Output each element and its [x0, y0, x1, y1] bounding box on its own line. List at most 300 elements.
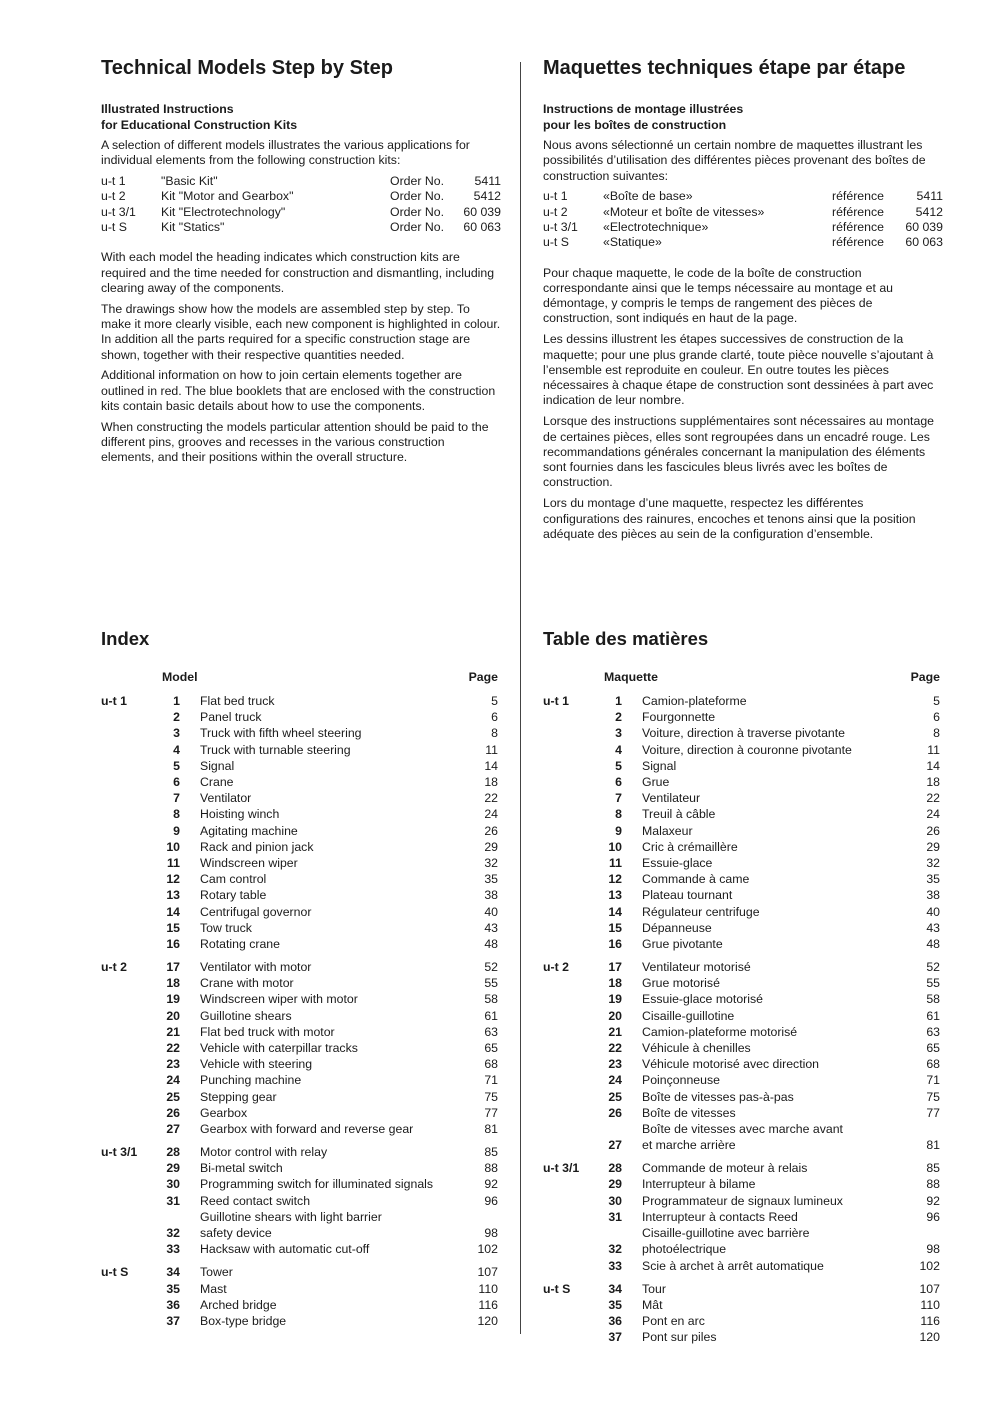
order-label: Order No.: [390, 204, 444, 219]
model-number: 19: [608, 992, 622, 1007]
page-number: 85: [484, 1145, 498, 1160]
order-number: 60 063: [905, 235, 943, 250]
page-number: 24: [484, 807, 498, 822]
model-number: 9: [173, 823, 180, 838]
page-number: 52: [484, 960, 498, 975]
page-number: 71: [926, 1073, 940, 1088]
model-number: 14: [608, 904, 622, 919]
model-title: Panel truck: [200, 710, 262, 725]
index-row: [101, 1105, 498, 1121]
index-group: [543, 959, 940, 1153]
index-row: [543, 1024, 940, 1040]
model-number: 20: [166, 1008, 180, 1023]
model-title: Commande de moteur à relais: [642, 1161, 808, 1176]
kit-code: u-t 2: [543, 960, 569, 975]
model-title: Treuil à câble: [642, 807, 716, 822]
model-title: Véhicule à chenilles: [642, 1041, 751, 1056]
order-number: 60 039: [463, 204, 501, 219]
model-number: 32: [166, 1226, 180, 1241]
index-row: [543, 1329, 940, 1345]
order-label: référence: [832, 204, 884, 219]
model-title: Pont en arc: [642, 1313, 705, 1328]
model-number: 37: [608, 1330, 622, 1345]
model-title: Stepping gear: [200, 1089, 277, 1104]
model-title: Mât: [642, 1297, 663, 1312]
page-number: 61: [926, 1008, 940, 1023]
page-number: 65: [484, 1041, 498, 1056]
index-row: [101, 1241, 498, 1257]
model-title: Truck with turnable steering: [200, 742, 351, 757]
intro-paragraph: Nous avons sélectionné un certain nombre de maquettes illustrant les possibilités d’utilisation des différentes pièces provenant des boîtes de construction suivantes:: [543, 138, 926, 183]
kit-name: Kit "Motor and Gearbox": [161, 189, 294, 204]
model-number: 22: [608, 1041, 622, 1056]
model-number: 2: [173, 710, 180, 725]
index-row: [543, 887, 940, 903]
index-row: [543, 1176, 940, 1192]
order-label: Order No.: [390, 189, 444, 204]
page-number: 5: [933, 694, 940, 708]
index-row: [543, 1313, 940, 1329]
model-number: 21: [608, 1024, 622, 1039]
model-title: Essuie-glace motorisé: [642, 992, 763, 1007]
index-row: [543, 991, 940, 1007]
kit-code: u-t 2: [101, 189, 126, 204]
index-row: [543, 1193, 940, 1209]
index-row: [101, 1072, 498, 1088]
kit-name: «Moteur et boîte de vitesses»: [603, 204, 765, 219]
index-row: [101, 1160, 498, 1176]
model-title: Essuie-glace: [642, 856, 713, 871]
page-number: 96: [926, 1209, 940, 1224]
kit-row: [543, 205, 943, 220]
index-row: [543, 855, 940, 871]
page-title: Technical Models Step by Step: [101, 57, 393, 79]
model-title: Agitating machine: [200, 823, 298, 838]
model-number: 6: [615, 775, 622, 790]
page-number: 29: [926, 839, 940, 854]
model-title: Windscreen wiper with motor: [200, 992, 358, 1007]
model-title: Flat bed truck: [200, 694, 275, 708]
page-number: 85: [926, 1161, 940, 1176]
index-row: [101, 774, 498, 790]
model-title: Rotating crane: [200, 937, 280, 952]
index-row: [543, 975, 940, 991]
page-number: 18: [926, 775, 940, 790]
order-number: 5411: [916, 189, 943, 204]
model-number: 33: [166, 1242, 180, 1257]
index-row: [543, 959, 940, 975]
model-number: 31: [608, 1209, 622, 1224]
model-title: Malaxeur: [642, 823, 693, 838]
index-row: [101, 936, 498, 952]
model-number: 4: [173, 742, 180, 757]
model-number: 7: [615, 791, 622, 806]
page-number: 24: [926, 807, 940, 822]
column-divider: [520, 62, 521, 1334]
model-title: Vehicle with caterpillar tracks: [200, 1041, 358, 1056]
model-number: 11: [167, 856, 180, 871]
page-title: Maquettes techniques étape par étape: [543, 57, 906, 79]
model-number: 28: [166, 1145, 180, 1160]
kit-code: u-t 1: [101, 174, 126, 189]
model-number: 20: [608, 1008, 622, 1023]
page-number: 22: [926, 791, 940, 806]
index-row: [543, 1258, 940, 1274]
model-title: Hacksaw with automatic cut-off: [200, 1242, 370, 1257]
description-paragraphs: [101, 250, 501, 465]
index-group: [543, 1281, 940, 1346]
kit-code: u-t S: [543, 235, 569, 250]
index-header: [543, 670, 940, 686]
page-number: 6: [491, 710, 498, 725]
page-number: 92: [926, 1193, 940, 1208]
page-number: 55: [484, 976, 498, 991]
index-row: [101, 1024, 498, 1040]
kit-row: [543, 220, 943, 235]
index-row: [101, 742, 498, 758]
page-number: 88: [926, 1177, 940, 1192]
model-title: Hoisting winch: [200, 807, 280, 822]
model-number: 27: [166, 1122, 180, 1137]
model-number: 18: [166, 976, 180, 991]
model-title: Boîte de vitesses: [642, 1105, 736, 1120]
model-number: 35: [166, 1281, 180, 1296]
index-row: [543, 1121, 940, 1153]
index-title: Table des matières: [543, 628, 709, 649]
page-number: 38: [484, 888, 498, 903]
model-number: 23: [608, 1057, 622, 1072]
page-number: 43: [484, 920, 498, 935]
description-paragraph: Additional information on how to join certain elements together are outlined in red. The blue booklets that are enclosed with the construction kits contain basic details about how to use the components.: [101, 368, 496, 413]
page-number: 14: [484, 758, 498, 773]
page-number: 35: [484, 872, 498, 887]
index-row: [101, 1121, 498, 1137]
model-title: Cam control: [200, 872, 267, 887]
model-title: Tour: [642, 1281, 666, 1296]
model-number: 23: [166, 1057, 180, 1072]
index-row: [543, 774, 940, 790]
page-number: 98: [484, 1226, 498, 1241]
index-row: [101, 855, 498, 871]
model-title: Arched bridge: [200, 1297, 277, 1312]
index-list: [543, 693, 940, 1352]
index-row: [101, 1089, 498, 1105]
model-title: Box-type bridge: [200, 1313, 287, 1328]
description-paragraph: Pour chaque maquette, le code de la boîte de construction correspondante ainsi que le temps nécessaire au montage et au démontage, y compris le temps de rangement des pièces de construction, sont indiqués en haut de la page.: [543, 265, 893, 326]
page-number: 63: [926, 1024, 940, 1039]
index-row: [101, 693, 498, 709]
page-column-header: Page: [468, 670, 498, 684]
index-row: [543, 1040, 940, 1056]
model-number: 9: [615, 823, 622, 838]
page-number: 120: [919, 1330, 940, 1345]
model-title: Cric à crémaillère: [642, 839, 738, 854]
model-number: 5: [173, 758, 180, 773]
index-group: [101, 1264, 498, 1329]
model-number: 26: [608, 1105, 622, 1120]
kits-table: [543, 189, 943, 250]
model-number: 22: [166, 1041, 180, 1056]
index-row: [543, 1008, 940, 1024]
page-number: 35: [926, 872, 940, 887]
description-paragraph: When constructing the models particular attention should be paid to the different pins, grooves and recesses in the various construction elements, and their positions within the overall structure.: [101, 419, 489, 465]
model-number: 36: [166, 1297, 180, 1312]
index-row: [543, 904, 940, 920]
order-label: référence: [832, 235, 884, 250]
model-number: 13: [608, 888, 622, 903]
model-title: Cisaille-guillotine: [642, 1008, 735, 1023]
model-title: Grue pivotante: [642, 937, 723, 952]
subtitle-line: for Educational Construction Kits: [101, 117, 298, 132]
index-row: [101, 806, 498, 822]
index-row: [543, 823, 940, 839]
index-row: [101, 1209, 498, 1241]
model-title: Guillotine shears: [200, 1008, 292, 1023]
intro-text: [543, 138, 943, 548]
model-number: 30: [166, 1177, 180, 1192]
model-title: Reed contact switch: [200, 1193, 311, 1208]
model-title: Ventilator: [200, 791, 252, 806]
page-number: 107: [477, 1265, 498, 1280]
page-number: 107: [919, 1281, 940, 1296]
index-row: [543, 1281, 940, 1297]
page-number: 18: [484, 775, 498, 790]
page-number: 71: [484, 1073, 498, 1088]
description-paragraph: With each model the heading indicates which construction kits are required and the time needed for construction and dismantling, including clearing away of the components.: [101, 250, 495, 295]
index-row: [101, 839, 498, 855]
index-group: [543, 1160, 940, 1273]
model-number: 21: [166, 1024, 180, 1039]
model-number: 1: [173, 694, 180, 708]
page-number: 48: [926, 937, 940, 952]
model-number: 1: [615, 694, 622, 708]
kit-row: [101, 205, 501, 220]
model-title: Bi-metal switch: [200, 1161, 283, 1176]
page-number: 116: [920, 1313, 940, 1328]
kit-code: u-t 2: [101, 960, 127, 975]
kit-code: u-t S: [101, 1265, 129, 1280]
model-number: 31: [166, 1193, 180, 1208]
model-number: 26: [166, 1105, 180, 1120]
model-title: Ventilateur motorisé: [642, 960, 751, 975]
index-row: [543, 790, 940, 806]
model-title: Guillotine shears with light barrier safety device: [200, 1209, 382, 1241]
index-title: Index: [101, 628, 150, 649]
page-number: 65: [926, 1041, 940, 1056]
page-number: 61: [484, 1008, 498, 1023]
model-number: 8: [173, 807, 180, 822]
kit-row: [543, 235, 943, 250]
page-number: 26: [926, 823, 940, 838]
page-number: 96: [484, 1193, 498, 1208]
kit-code: u-t 3/1: [101, 1145, 138, 1160]
model-number: 25: [166, 1089, 180, 1104]
kit-code: u-t 3/1: [543, 219, 578, 234]
kit-name: «Electrotechnique»: [603, 219, 709, 234]
index-row: [101, 1264, 498, 1280]
model-number: 16: [166, 937, 180, 952]
model-number: 3: [615, 726, 622, 741]
index-row: [543, 1072, 940, 1088]
order-label: Order No.: [390, 174, 444, 189]
page-number: 116: [478, 1297, 498, 1312]
model-number: 17: [166, 960, 180, 975]
index-row: [101, 1056, 498, 1072]
model-title: Tower: [200, 1265, 233, 1280]
order-number: 5412: [473, 189, 501, 204]
model-number: 32: [608, 1242, 622, 1257]
model-number: 13: [166, 888, 180, 903]
model-title: Camion-plateforme: [642, 694, 747, 708]
model-title: Dépanneuse: [642, 920, 712, 935]
model-title: Interrupteur à contacts Reed: [642, 1209, 798, 1224]
model-number: 3: [173, 726, 180, 741]
model-title: Cisaille-guillotine avec barrière photoélectrique: [642, 1226, 810, 1257]
page-number: 98: [926, 1242, 940, 1257]
kit-name: «Statique»: [603, 235, 662, 250]
intro-paragraph: A selection of different models illustrates the various applications for individual elements from the following construction kits:: [101, 138, 470, 168]
model-title: Gearbox with forward and reverse gear: [200, 1122, 414, 1137]
model-title: Régulateur centrifuge: [642, 904, 760, 919]
index-row: [101, 920, 498, 936]
model-number: 34: [608, 1281, 622, 1296]
index-row: [101, 709, 498, 725]
kit-name: «Boîte de base»: [603, 189, 693, 204]
model-number: 34: [166, 1265, 180, 1280]
model-number: 17: [608, 960, 622, 975]
kit-code: u-t S: [543, 1281, 571, 1296]
model-title: Mast: [200, 1281, 227, 1296]
index-row: [543, 936, 940, 952]
order-number: 5411: [474, 174, 501, 189]
index-row: [101, 1008, 498, 1024]
index-row: [101, 1040, 498, 1056]
model-number: 6: [173, 775, 180, 790]
page-number: 32: [926, 856, 940, 871]
model-number: 7: [173, 791, 180, 806]
page-number: 75: [926, 1089, 940, 1104]
index-row: [101, 991, 498, 1007]
index-row: [101, 1313, 498, 1329]
index-row: [101, 871, 498, 887]
model-number: 37: [166, 1313, 180, 1328]
index-row: [543, 839, 940, 855]
model-title: Windscreen wiper: [200, 856, 298, 871]
model-title: Punching machine: [200, 1073, 302, 1088]
model-title: Commande à came: [642, 872, 750, 887]
page-number: 77: [484, 1105, 498, 1120]
model-title: Gearbox: [200, 1105, 248, 1120]
description-paragraph: Lors du montage d’une maquette, respectez les différentes configurations des rainures, encoches et tenons ainsi que la position adéquate des pièces au sein de la configuration d’ensemble.: [543, 496, 916, 541]
model-number: 24: [166, 1073, 180, 1088]
page-number: 68: [484, 1057, 498, 1072]
index-row: [543, 1225, 940, 1257]
model-title: Grue motorisé: [642, 976, 720, 991]
kits-table: [101, 174, 501, 235]
model-column-header: Model: [162, 670, 198, 684]
index-row: [543, 1089, 940, 1105]
model-title: Voiture, direction à couronne pivotante: [642, 742, 852, 757]
kit-name: Kit "Electrotechnology": [161, 204, 286, 219]
model-number: 33: [608, 1258, 622, 1273]
model-number: 24: [608, 1073, 622, 1088]
model-number: 8: [615, 807, 622, 822]
index-row: [101, 1144, 498, 1160]
model-title: Fourgonnette: [642, 710, 716, 725]
description-paragraph: Lorsque des instructions supplémentaires sont nécessaires au montage de certaines pièces, elles sont regroupées dans un encadré rouge. Les recommandations générales concernant la manipulation des éléments sont fournies dans les fascicules bleus livrés avec les boîtes de construction.: [543, 414, 934, 490]
index-row: [543, 1160, 940, 1176]
model-title: Centrifugal governor: [200, 904, 312, 919]
page-number: 58: [926, 992, 940, 1007]
index-row: [101, 725, 498, 741]
index-row: [543, 871, 940, 887]
index-row: [543, 693, 940, 709]
page-number: 29: [484, 839, 498, 854]
kit-name: Kit "Statics": [161, 219, 225, 234]
index-group: [101, 1144, 498, 1257]
index-group: [101, 959, 498, 1137]
subtitle: [101, 102, 297, 133]
subtitle-line: pour les boîtes de construction: [543, 117, 727, 132]
model-title: Vehicle with steering: [200, 1057, 313, 1072]
page-number: 38: [926, 888, 940, 903]
model-number: 10: [608, 839, 622, 854]
model-number: 10: [166, 839, 180, 854]
index-row: [101, 823, 498, 839]
index-header: [101, 670, 498, 686]
page-number: 63: [484, 1024, 498, 1039]
kit-code: u-t 1: [101, 694, 127, 708]
kit-name: "Basic Kit": [161, 174, 218, 189]
index-row: [543, 709, 940, 725]
page-number: 32: [484, 856, 498, 871]
page-number: 92: [484, 1177, 498, 1192]
model-number: 30: [608, 1193, 622, 1208]
model-title: Rotary table: [200, 888, 267, 903]
index-row: [101, 959, 498, 975]
description-paragraph: The drawings show how the models are assembled step by step. To make it more clearly visible, each new component is highlighted in colour. In addition all the parts required for a specific construction stage are shown, together with their respective quantities needed.: [101, 301, 501, 362]
index-row: [101, 1176, 498, 1192]
page-number: 52: [926, 960, 940, 975]
page-number: 6: [933, 710, 940, 725]
model-title: Ventilateur: [642, 791, 701, 806]
kit-code: u-t 1: [543, 694, 569, 708]
model-number: 36: [608, 1313, 622, 1328]
model-title: Programming switch for illuminated signals: [200, 1177, 434, 1192]
index-row: [543, 1209, 940, 1225]
model-number: 15: [166, 920, 180, 935]
model-number: 2: [615, 710, 622, 725]
order-number: 5412: [915, 204, 943, 219]
model-number: 19: [166, 992, 180, 1007]
page-number: 22: [484, 791, 498, 806]
model-title: Plateau tournant: [642, 888, 733, 903]
model-title: Camion-plateforme motorisé: [642, 1024, 798, 1039]
order-label: référence: [832, 189, 884, 204]
index-row: [101, 1193, 498, 1209]
page-number: 110: [920, 1297, 940, 1312]
page-number: 81: [484, 1122, 498, 1137]
page-number: 11: [927, 742, 940, 757]
model-number: 25: [608, 1089, 622, 1104]
index-row: [101, 887, 498, 903]
page-number: 48: [484, 937, 498, 952]
model-title: Boîte de vitesses pas-à-pas: [642, 1089, 794, 1104]
page-number: 75: [484, 1089, 498, 1104]
model-title: Truck with fifth wheel steering: [200, 726, 362, 741]
page-number: 102: [477, 1242, 498, 1257]
page-number: 110: [478, 1281, 498, 1296]
